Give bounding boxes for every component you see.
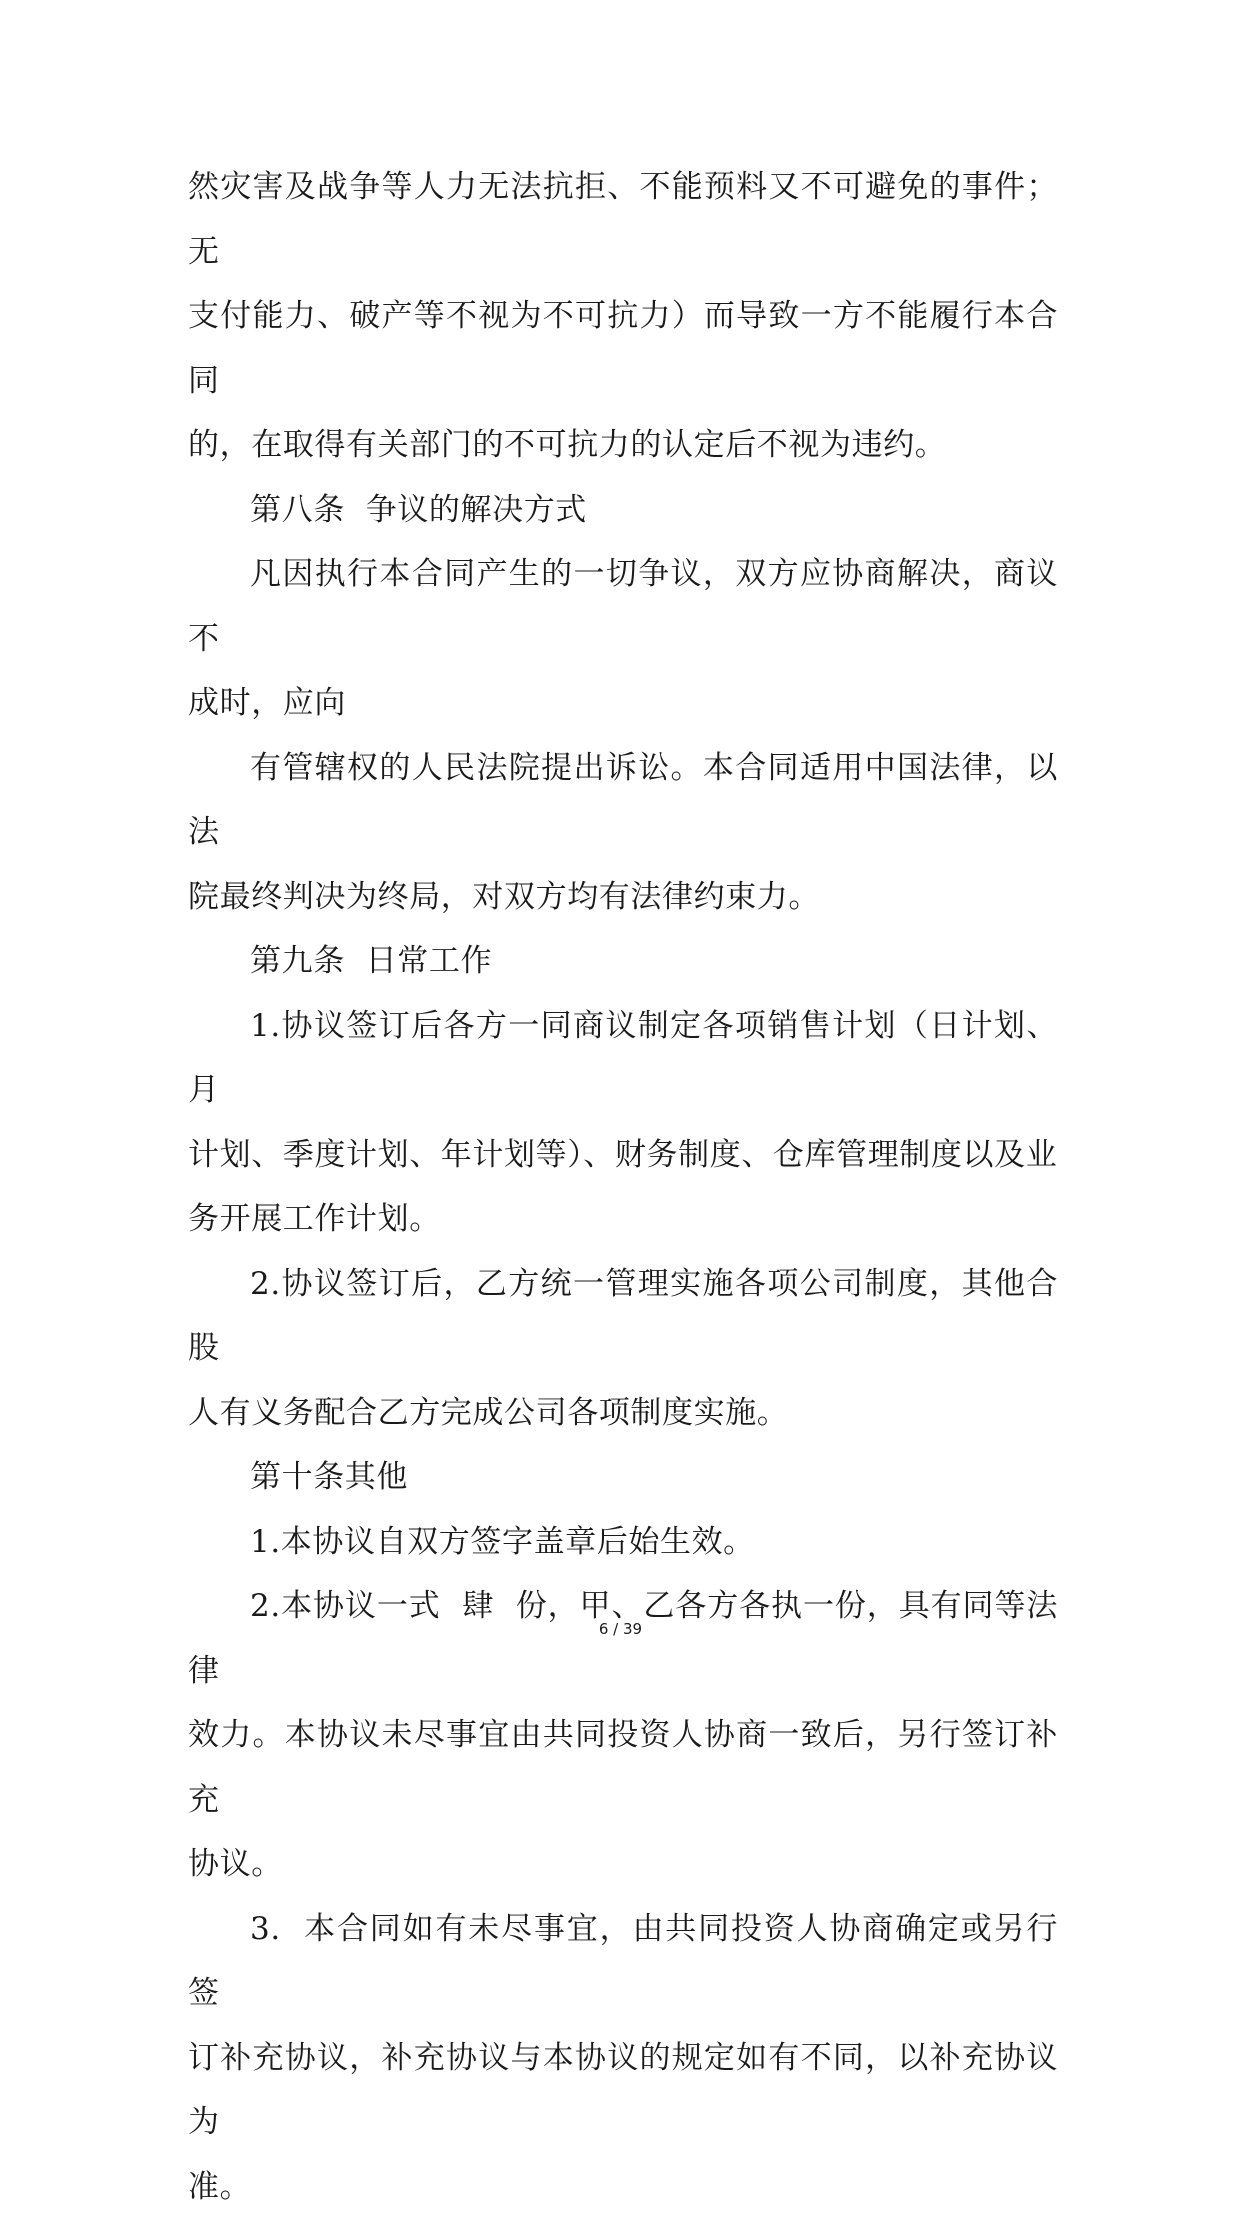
document-body [188,155,1058,2219]
text-line: 2.协议签订后，乙方统一管理实施各项公司制度，其他合股 [188,1252,1058,1381]
text-line: 支付能力、破产等不视为不可抗力）而导致一方不能履行本合同 [188,284,1058,413]
text-line: 3. 本合同如有未尽事宜，由共同投资人协商确定或另行签 [188,1897,1058,2026]
text-line: 有管辖权的人民法院提出诉讼。本合同适用中国法律，以法 [188,736,1058,865]
text-line: 务开展工作计划。 [188,1187,1058,1252]
page-number: 6 / 39 [0,1620,1241,1638]
text-line: 的，在取得有关部门的不可抗力的认定后不视为违约。 [188,413,1058,478]
text-line: 院最终判决为终局，对双方均有法律约束力。 [188,865,1058,930]
text-line: 协议。 [188,1832,1058,1897]
text-line: 计划、季度计划、年计划等）、财务制度、仓库管理制度以及业 [188,1123,1058,1188]
text-line: 成时，应向 [188,671,1058,736]
section-heading-article-10: 第十条其他 [188,1445,1058,1510]
text-line: 效力。本协议未尽事宜由共同投资人协商一致后，另行签订补充 [188,1703,1058,1832]
text-line: 2.本协议一式 肆 份，甲、乙各方各执一份，具有同等法律 [188,1574,1058,1703]
text-line: 订补充协议，补充协议与本协议的规定如有不同，以补充协议为 [188,2026,1058,2155]
text-line: 凡因执行本合同产生的一切争议，双方应协商解决，商议不 [188,542,1058,671]
text-line: 1.协议签订后各方一同商议制定各项销售计划（日计划、月 [188,994,1058,1123]
text-line: 1.本协议自双方签字盖章后始生效。 [188,1510,1058,1575]
text-line: 然灾害及战争等人力无法抗拒、不能预料又不可避免的事件；无 [188,155,1058,284]
text-line: 准。 [188,2155,1058,2219]
section-heading-article-9: 第九条 日常工作 [188,929,1058,994]
section-heading-article-8: 第八条 争议的解决方式 [188,478,1058,543]
text-line: 人有义务配合乙方完成公司各项制度实施。 [188,1381,1058,1446]
